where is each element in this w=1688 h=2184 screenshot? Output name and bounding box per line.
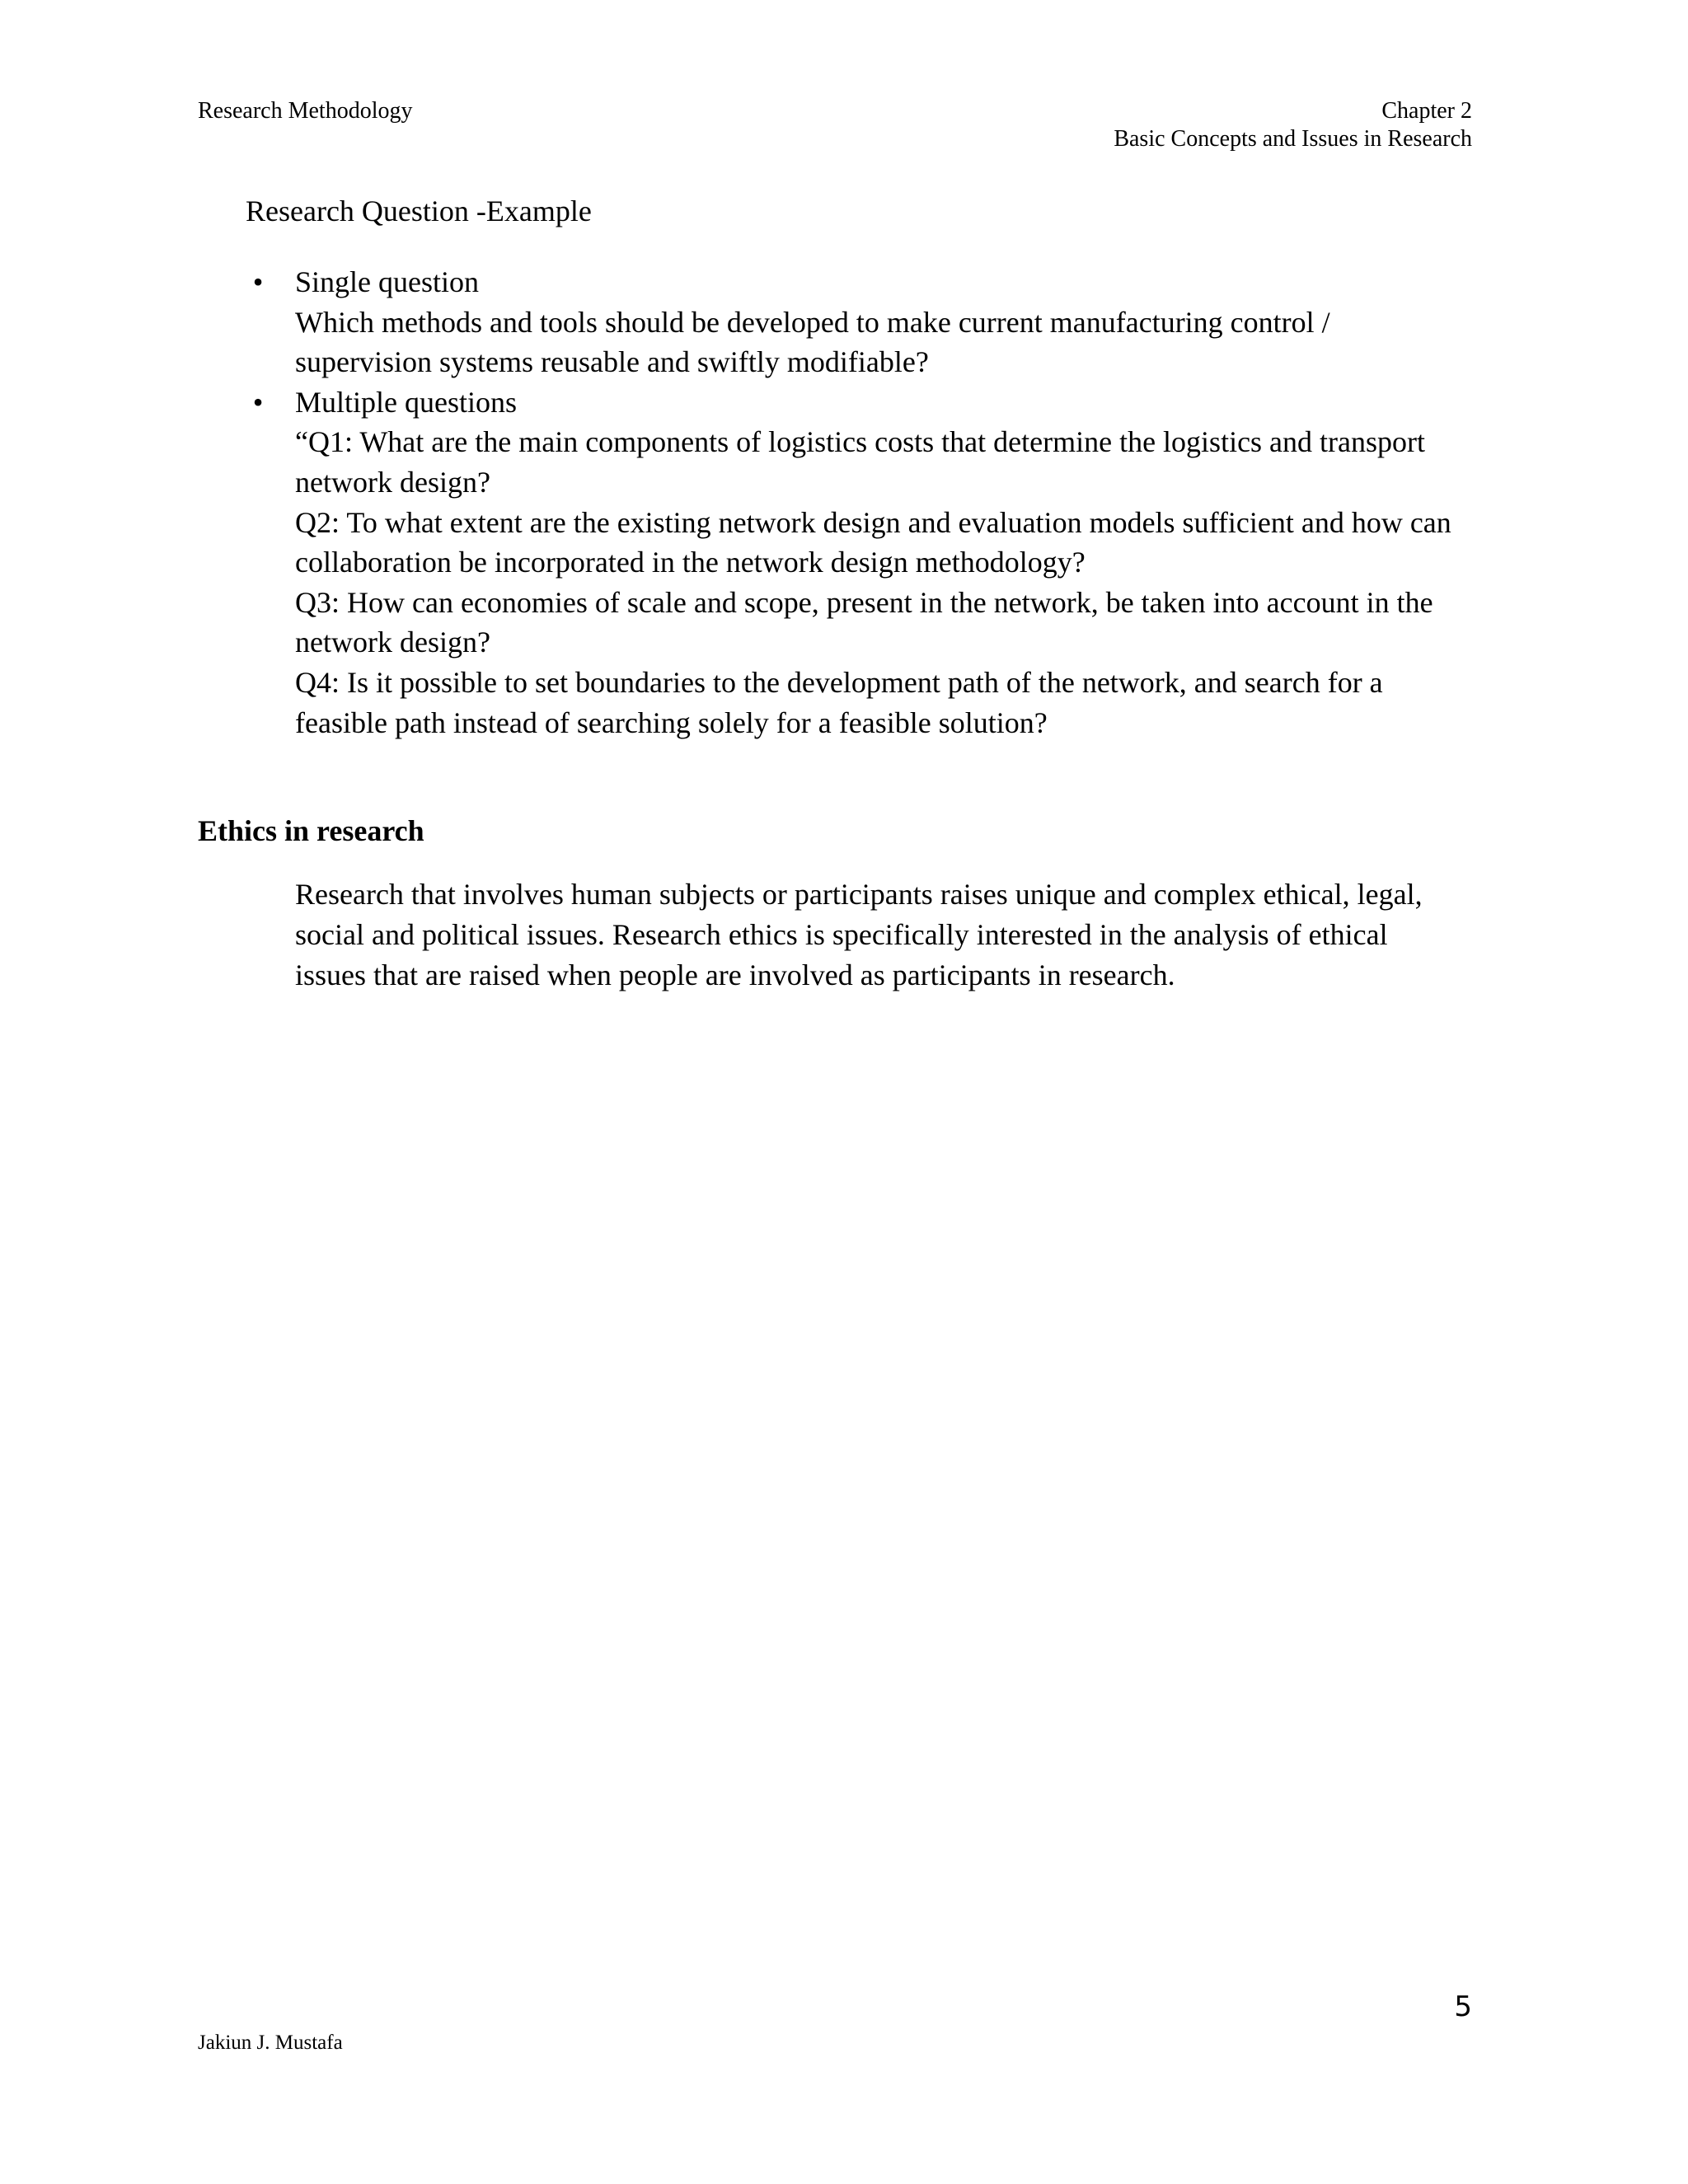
list-item-text-line: Q2: To what extent are the existing network design and evaluation models sufficient and how can bbox=[295, 505, 1451, 539]
running-header-chapter bbox=[1114, 97, 1472, 153]
list-item-label: Single question bbox=[295, 265, 479, 298]
research-question-list bbox=[246, 262, 1498, 743]
page-number: 5 bbox=[1454, 1990, 1472, 2023]
bullet-icon: • bbox=[252, 265, 264, 298]
list-item-text-line: Q4: Is it possible to set boundaries to the development path of the network, and search for a bbox=[295, 665, 1383, 699]
chapter-number: Chapter 2 bbox=[1381, 98, 1472, 124]
list-item-text-line: feasible path instead of searching solely for a feasible solution? bbox=[295, 705, 1048, 739]
paragraph-line: social and political issues. Research ethics is specifically interested in the analysis of ethical bbox=[295, 918, 1388, 951]
list-item-text-line: Q3: How can economies of scale and scope, present in the network, be taken into account in the bbox=[295, 585, 1433, 619]
ethics-paragraph bbox=[295, 874, 1498, 996]
research-question-subtitle: Research Question -Example bbox=[246, 194, 592, 227]
paragraph-line: Research that involves human subjects or participants raises unique and complex ethical, legal, bbox=[295, 878, 1423, 911]
list-item-multiple-questions bbox=[246, 382, 1498, 743]
list-item-text-line: collaboration be incorporated in the network design methodology? bbox=[295, 546, 1085, 579]
running-header-title: Research Methodology bbox=[198, 98, 413, 124]
list-item-text-line: network design? bbox=[295, 626, 490, 659]
list-item-single-question bbox=[246, 262, 1498, 382]
list-item-text-line: Which methods and tools should be developed to make current manufacturing control / bbox=[295, 305, 1330, 339]
list-item-text-line: network design? bbox=[295, 465, 490, 499]
list-item-label: Multiple questions bbox=[295, 385, 517, 419]
list-item-text-line: supervision systems reusable and swiftly modifiable? bbox=[295, 345, 929, 379]
ethics-section-heading: Ethics in research bbox=[198, 814, 424, 847]
chapter-title: Basic Concepts and Issues in Research bbox=[1114, 126, 1472, 152]
list-item-text-line: “Q1: What are the main components of logistics costs that determine the logistics and transport bbox=[295, 425, 1426, 459]
paragraph-line: issues that are raised when people are involved as participants in research. bbox=[295, 958, 1175, 991]
bullet-icon: • bbox=[252, 385, 264, 419]
footer-author: Jakiun J. Mustafa bbox=[198, 2032, 343, 2054]
